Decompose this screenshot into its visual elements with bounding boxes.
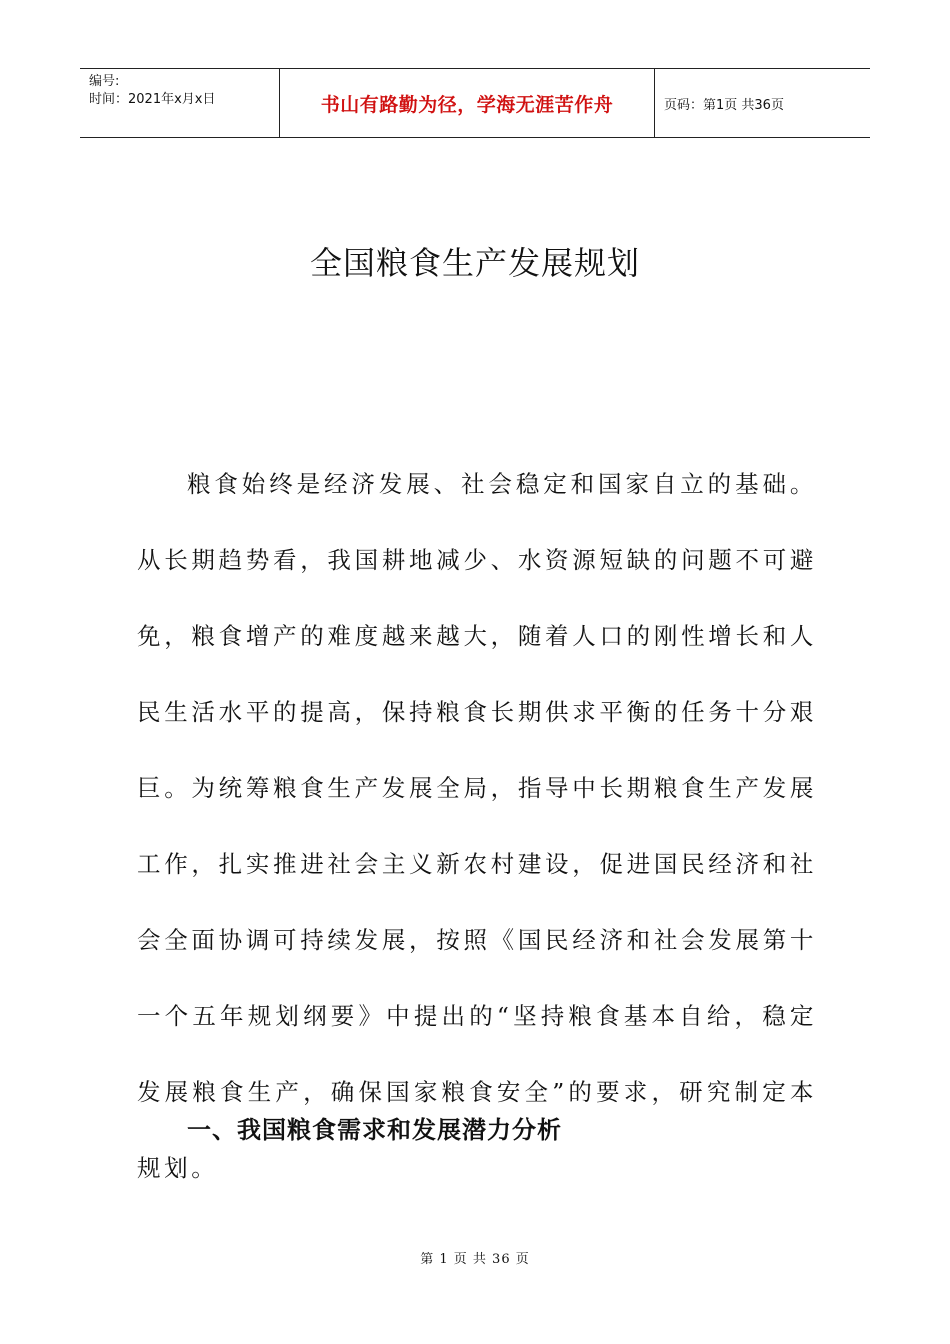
header-page-info: 页码：第1页 共36页: [664, 97, 784, 113]
intro-paragraph: 粮食始终是经济发展、社会稳定和国家自立的基础。从长期趋势看，我国耕地减少、水资源短缺的问题不可避免，粮食增产的难度越来越大，随着人口的刚性增长和人民生活水平的提高，保持粮食长期供求平衡的任务十分艰巨。为统筹粮食生产发展全局，指导中长期粮食生产发展工作，扎实推进社会主义新农村建设，促进国民经济和社会全面协调可持续发展，按照《国民经济和社会发展第十一个五年规划纲要》中提出的“坚持粮食基本自给，稳定发展粮食生产，确保国家粮食安全”的要求，研究制定本规划。: [137, 470, 817, 1182]
page-footer: 第 1 页 共 36 页: [420, 1252, 530, 1267]
time-label: 时间：2021年x月x日: [89, 92, 216, 107]
page-header: [80, 68, 870, 138]
header-motto: 书山有路勤为径，学海无涯苦作舟: [280, 69, 655, 137]
section-heading: 一、我国粮食需求和发展潜力分析: [187, 1116, 562, 1144]
header-meta: [80, 69, 280, 137]
document-title: 全国粮食生产发展规划: [309, 244, 640, 282]
number-label: 编号:: [89, 74, 120, 89]
